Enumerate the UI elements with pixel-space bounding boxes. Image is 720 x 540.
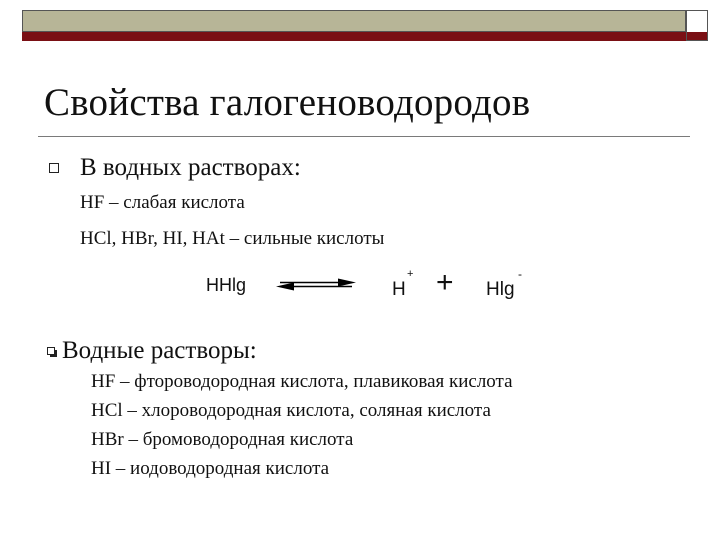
list-item: HCl – хлороводородная кислота, соляная кислота <box>91 400 491 421</box>
shadow-square-bullet-icon <box>47 347 55 355</box>
equation-anion-charge: - <box>518 267 522 281</box>
equation-cation: H <box>392 279 406 300</box>
equilibrium-arrow-icon <box>276 277 356 293</box>
section-heading-solutions: Водные растворы: <box>62 337 257 364</box>
list-item: HF – фтороводородная кислота, плавиковая кислота <box>91 371 513 392</box>
slide-title: Свойства галогеноводородов <box>44 81 531 124</box>
list-item: HBr – бромоводородная кислота <box>91 429 354 450</box>
header-decor-square <box>686 10 708 41</box>
title-divider <box>38 136 690 137</box>
equation-plus-sign: + <box>436 266 454 299</box>
equation-reactant: HHlg <box>206 275 247 295</box>
list-item: HI – иодоводородная кислота <box>91 458 330 479</box>
square-bullet-icon <box>49 163 59 173</box>
list-item: HCl, HBr, HI, HAt – сильные кислоты <box>80 228 385 249</box>
equation-cation-charge: + <box>407 268 414 280</box>
equation-anion: Hlg <box>486 279 515 300</box>
header-decor-red-bar <box>22 32 686 41</box>
header-decor-olive-bar <box>22 10 686 32</box>
list-item: HF – слабая кислота <box>80 192 245 213</box>
section-heading-aqueous: В водных растворах: <box>80 154 301 181</box>
